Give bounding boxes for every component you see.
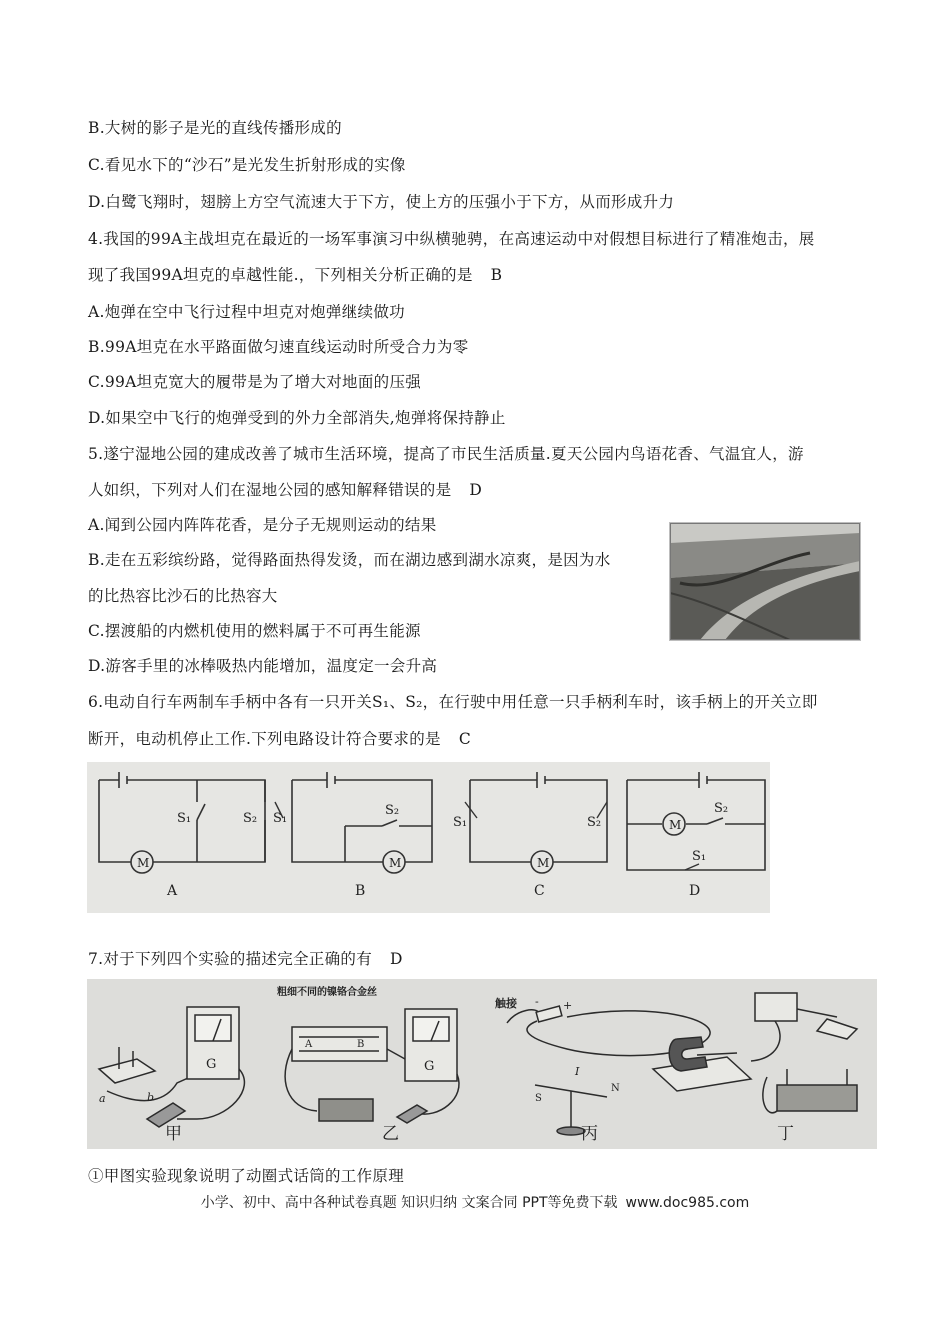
experiment-figures: [87, 979, 877, 1149]
q4-option-d: D.如果空中飞行的炮弹受到的外力全部消失,炮弹将保持静止: [88, 409, 506, 427]
q5-option-d: D.游客手里的冰棒吸热内能增加，温度定一会升高: [88, 657, 438, 675]
bing-south-label: S: [535, 1093, 542, 1104]
q3-option-c: C.看见水下的“沙石”是光发生折射形成的实像: [88, 156, 406, 174]
q4-stem-text: 现了我国99A坦克的卓越性能.，下列相关分析正确的是: [88, 266, 473, 284]
wetland-park-photo: [669, 522, 861, 641]
q4-option-c: C.99A坦克宽大的履带是为了增大对地面的压强: [88, 373, 422, 391]
circuit-diagrams: [87, 762, 770, 913]
q5-option-a: A.闻到公园内阵阵花香，是分子无规则运动的结果: [88, 516, 437, 534]
q5-stem-text: 人如织，下列对人们在湿地公园的感知解释错误的是: [88, 481, 452, 499]
yi-point-b: B: [357, 1039, 365, 1050]
experiment-jia: [99, 1007, 244, 1127]
q4-stem-line1: 4.我国的99A主战坦克在最近的一场军事演习中纵横驰骋，在高速运动中对假想目标进行了精准炮击，展: [88, 230, 815, 248]
q3-option-d: D.白鹭飞翔时，翅膀上方空气流速大于下方，使上方的压强小于下方，从而形成升力: [88, 193, 675, 211]
circuit-diagrams-svg: [87, 762, 770, 913]
q4-option-a: A.炮弹在空中飞行过程中坦克对炮弹继续做功: [88, 303, 405, 321]
wetland-park-scene: [670, 523, 860, 640]
q4-option-b: B.99A坦克在水平路面做匀速直线运动时所受合力为零: [88, 338, 469, 356]
circuit-c-s1-label: S₁: [453, 815, 468, 830]
q6-stem-line2: [88, 729, 471, 749]
circuit-b-label: B: [355, 883, 366, 899]
circuit-a-s2-label: S₂: [243, 811, 258, 826]
bing-plus: +: [563, 999, 573, 1012]
circuit-b-motor-label: M: [389, 856, 402, 870]
q7-statement-1: ①甲图实验现象说明了动圈式话筒的工作原理: [88, 1167, 405, 1185]
bing-touch-label: 触接: [495, 997, 517, 1010]
q5-stem-line2: [88, 480, 482, 500]
circuit-b: [292, 772, 432, 873]
jia-galvanometer-label: G: [206, 1057, 217, 1072]
experiment-ding: [653, 993, 857, 1113]
q5-option-b-line1: B.走在五彩缤纷路，觉得路面热得发烫，而在湖边感到湖水凉爽，是因为水: [88, 551, 611, 569]
q4-answer: B: [490, 266, 503, 284]
bing-minus: -: [535, 995, 539, 1008]
experiment-jia-label: 甲: [165, 1124, 182, 1144]
q7-stem: [88, 949, 403, 969]
q3-option-b: B.大树的影子是光的直线传播形成的: [88, 119, 342, 137]
q5-stem-line1: 5.遂宁湿地公园的建成改善了城市生活环境，提高了市民生活质量.夏天公园内鸟语花香、气温宜人，游: [88, 445, 804, 463]
experiment-bing-label: 丙: [581, 1124, 598, 1144]
circuit-d-s2-label: S₂: [714, 801, 729, 816]
q6-answer: C: [458, 730, 472, 748]
yi-point-a: A: [305, 1039, 313, 1050]
circuit-b-s2-label: S₂: [385, 803, 400, 818]
circuit-a-label: A: [167, 883, 178, 899]
bing-current-label: I: [575, 1065, 580, 1078]
q5-option-b-line2: 的比热容比沙石的比热容大: [88, 587, 278, 605]
yi-caption: 粗细不同的镍铬合金丝: [277, 987, 377, 998]
circuit-d-motor-label: M: [669, 818, 682, 832]
q6-stem-text: 断开，电动机停止工作.下列电路设计符合要求的是: [88, 730, 441, 748]
circuit-b-s1-label: S₁: [273, 811, 288, 826]
circuit-d-s1-label: S₁: [692, 849, 707, 864]
page-footer: [0, 1192, 950, 1212]
circuit-c-label: C: [534, 883, 545, 899]
q7-answer: D: [390, 950, 403, 968]
footer-text: 小学、初中、高中各种试卷真题 知识归纳 文案合同 PPT等免费下载: [200, 1195, 618, 1211]
bing-north-label: N: [611, 1083, 620, 1094]
jia-point-b: b: [147, 1091, 155, 1104]
jia-point-a: a: [99, 1092, 106, 1105]
q6-stem-line1: 6.电动自行车两制车手柄中各有一只开关S₁、S₂，在行驶中用任意一只手柄利车时，该手柄上的开关立即: [88, 693, 818, 711]
q4-stem-line2: [88, 265, 502, 285]
q5-answer: D: [469, 481, 483, 499]
yi-galvanometer-label: G: [424, 1059, 435, 1074]
experiment-yi-label: 乙: [382, 1124, 399, 1144]
circuit-a-s1-label: S₁: [177, 811, 192, 826]
q7-stem-text: 7.对于下列四个实验的描述完全正确的有: [88, 950, 372, 968]
footer-url[interactable]: www.doc985.com: [625, 1195, 750, 1211]
circuit-a-motor-label: M: [137, 856, 150, 870]
q5-option-c: C.摆渡船的内燃机使用的燃料属于不可再生能源: [88, 622, 421, 640]
experiment-figures-svg: [87, 979, 877, 1149]
circuit-c-motor-label: M: [537, 856, 550, 870]
circuit-d-label: D: [689, 883, 701, 899]
circuit-c-s2-label: S₂: [587, 815, 602, 830]
experiment-ding-label: 丁: [777, 1124, 794, 1144]
